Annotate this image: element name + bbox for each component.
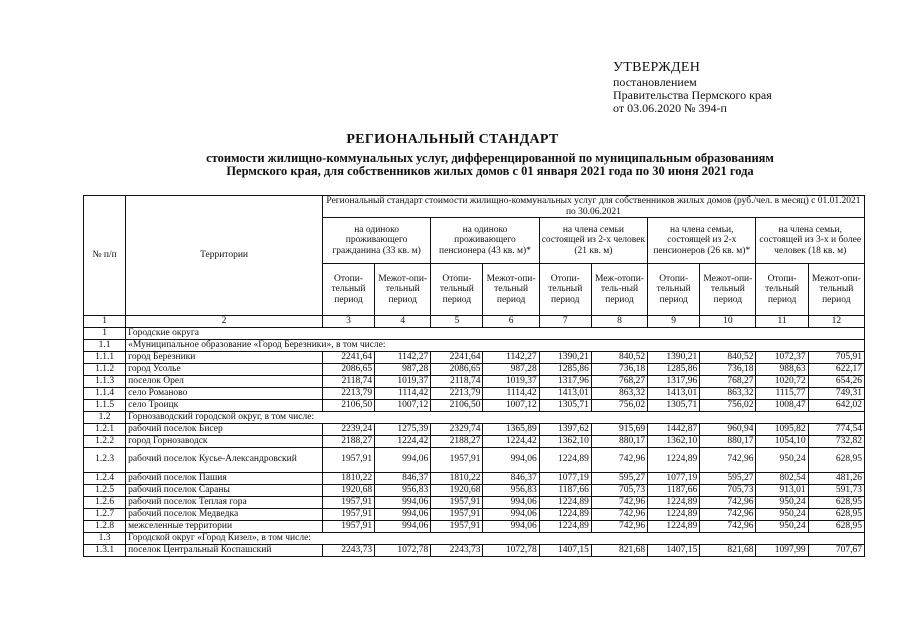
table-row: [84, 423, 865, 435]
document-subtitle: [80, 152, 900, 178]
cell-value: 1224,89: [648, 508, 700, 520]
column-index: 4: [375, 316, 431, 328]
cell-value: 628,95: [808, 508, 864, 520]
territory-name: поселок Центральный Коспашский: [126, 544, 323, 556]
cell-value: 1224,89: [648, 520, 700, 532]
cell-value: 1957,91: [431, 520, 483, 532]
table-row: [84, 435, 865, 447]
cell-value: 1957,91: [322, 447, 374, 472]
cell-value: 1957,91: [431, 447, 483, 472]
header-period: Отопи-тельный период: [539, 264, 591, 316]
cell-value: 994,06: [483, 447, 539, 472]
cell-value: 736,18: [700, 363, 756, 375]
cell-value: 2213,79: [322, 387, 374, 399]
cell-value: 950,24: [756, 508, 808, 520]
cell-value: 2243,73: [322, 544, 374, 556]
cell-value: 742,96: [591, 520, 647, 532]
territory-name: рабочий поселок Теплая гора: [126, 496, 323, 508]
cell-value: 1407,15: [648, 544, 700, 556]
subtitle-line: стоимости жилищно-коммунальных услуг, дифференцированной по муниципальным образованиям: [206, 151, 774, 165]
table-row: [84, 484, 865, 496]
cell-value: 1362,10: [539, 435, 591, 447]
cell-value: 1019,37: [483, 375, 539, 387]
table-row: [84, 351, 865, 363]
cell-value: 988,63: [756, 363, 808, 375]
cell-value: 913,01: [756, 484, 808, 496]
cell-value: 1810,22: [322, 472, 374, 484]
cell-value: 821,68: [591, 544, 647, 556]
cell-value: 595,27: [700, 472, 756, 484]
header-period: Межот-опи-тельный период: [808, 264, 864, 316]
row-number: 1.2.2: [84, 435, 126, 447]
cell-value: 994,06: [375, 520, 431, 532]
column-index: 7: [539, 316, 591, 328]
cell-value: 2239,24: [322, 423, 374, 435]
cell-value: 2086,65: [431, 363, 483, 375]
territory-name: рабочий поселок Сараны: [126, 484, 323, 496]
cell-value: 1317,96: [539, 375, 591, 387]
cell-value: 1407,15: [539, 544, 591, 556]
cell-value: 642,02: [808, 399, 864, 411]
group-name: Горнозаводский городской округ, в том числе:: [126, 411, 865, 423]
table-row: [84, 375, 865, 387]
cell-value: 1957,91: [322, 520, 374, 532]
territory-name: рабочий поселок Пашия: [126, 472, 323, 484]
cell-value: 742,96: [700, 508, 756, 520]
cell-value: 628,95: [808, 520, 864, 532]
table-row: [84, 472, 865, 484]
cell-value: 1365,89: [483, 423, 539, 435]
row-number: 1.2.4: [84, 472, 126, 484]
cell-value: 742,96: [591, 447, 647, 472]
column-index: 2: [126, 316, 323, 328]
cell-value: 846,37: [483, 472, 539, 484]
cell-value: 2243,73: [431, 544, 483, 556]
group-name: Городской округ «Город Кизел», в том числе:: [126, 532, 865, 544]
cell-value: 1142,27: [375, 351, 431, 363]
cell-value: 1285,86: [648, 363, 700, 375]
cell-value: 1224,89: [648, 447, 700, 472]
cell-value: 846,37: [375, 472, 431, 484]
territory-name: рабочий поселок Кусье-Александровский: [126, 447, 323, 472]
territory-name: село Троицк: [126, 399, 323, 411]
table-row: [84, 387, 865, 399]
row-number: 1.3: [84, 532, 126, 544]
cell-value: 591,73: [808, 484, 864, 496]
cell-value: 1957,91: [322, 496, 374, 508]
territory-name: село Романово: [126, 387, 323, 399]
table-row: [84, 399, 865, 411]
cell-value: 915,69: [591, 423, 647, 435]
cell-value: 2241,64: [431, 351, 483, 363]
cell-value: 768,27: [591, 375, 647, 387]
row-number: 1: [84, 327, 126, 339]
table-row: [84, 447, 865, 472]
cell-value: 1305,71: [648, 399, 700, 411]
territory-name: поселок Орел: [126, 375, 323, 387]
cell-value: 2188,27: [431, 435, 483, 447]
header-period: Отопи-тельный период: [431, 264, 483, 316]
header-period: Отопи-тельный период: [648, 264, 700, 316]
cell-value: 880,17: [700, 435, 756, 447]
cell-value: 1224,89: [648, 496, 700, 508]
row-number: 1.2.3: [84, 447, 126, 472]
row-number: 1.2.5: [84, 484, 126, 496]
approval-line: Правительства Пермского края: [613, 88, 772, 102]
approval-date: от 03.06.2020 № 394-п: [613, 101, 727, 115]
row-number: 1.1: [84, 339, 126, 351]
standards-table: [83, 195, 865, 557]
territory-name: рабочий поселок Медведка: [126, 508, 323, 520]
cell-value: 1390,21: [648, 351, 700, 363]
cell-value: 654,26: [808, 375, 864, 387]
cell-value: 1810,22: [431, 472, 483, 484]
row-number: 1.2.1: [84, 423, 126, 435]
cell-value: 1077,19: [539, 472, 591, 484]
cell-value: 1224,42: [375, 435, 431, 447]
cell-value: 994,06: [483, 520, 539, 532]
cell-value: 1920,68: [322, 484, 374, 496]
cell-value: 1020,72: [756, 375, 808, 387]
cell-value: 1077,19: [648, 472, 700, 484]
group-name: «Муниципальное образование «Город Березники», в том числе:: [126, 339, 865, 351]
cell-value: 742,96: [700, 496, 756, 508]
cell-value: 742,96: [591, 508, 647, 520]
cell-value: 756,02: [700, 399, 756, 411]
cell-value: 2106,50: [431, 399, 483, 411]
cell-value: 950,24: [756, 496, 808, 508]
cell-value: 742,96: [700, 447, 756, 472]
cell-value: 1413,01: [539, 387, 591, 399]
cell-value: 1305,71: [539, 399, 591, 411]
column-index: 11: [756, 316, 808, 328]
header-period: Меж-отопи-тель-ный период: [591, 264, 647, 316]
table-row: [84, 544, 865, 556]
cell-value: 1362,10: [648, 435, 700, 447]
table-group-row: [84, 327, 865, 339]
cell-value: 2086,65: [322, 363, 374, 375]
cell-value: 707,67: [808, 544, 864, 556]
column-index: 6: [483, 316, 539, 328]
header-territory: Территории: [126, 196, 323, 316]
cell-value: 994,06: [483, 496, 539, 508]
cell-value: 1397,62: [539, 423, 591, 435]
cell-value: 2106,50: [322, 399, 374, 411]
cell-value: 628,95: [808, 447, 864, 472]
cell-value: 1224,89: [539, 447, 591, 472]
cell-value: 1187,66: [539, 484, 591, 496]
cell-value: 1095,82: [756, 423, 808, 435]
table-group-row: [84, 532, 865, 544]
cell-value: 732,82: [808, 435, 864, 447]
cell-value: 2118,74: [322, 375, 374, 387]
cell-value: 1072,37: [756, 351, 808, 363]
header-period: Межот-опи-тельный период: [375, 264, 431, 316]
cell-value: 1920,68: [431, 484, 483, 496]
group-name: Городские округа: [126, 327, 865, 339]
column-index: 9: [648, 316, 700, 328]
header-period: Отопи-тельный период: [756, 264, 808, 316]
cell-value: 1007,12: [375, 399, 431, 411]
cell-value: 821,68: [700, 544, 756, 556]
cell-value: 705,91: [808, 351, 864, 363]
header-category: на одиноко проживающего гражданина (33 кв. м): [322, 218, 430, 264]
cell-value: 2213,79: [431, 387, 483, 399]
cell-value: 1957,91: [431, 496, 483, 508]
header-group: Региональный стандарт стоимости жилищно-коммунальных услуг для собственников жилых домов (руб./чел. в месяц) с 01.01.2021 по 30.06.2021: [322, 196, 864, 218]
cell-value: 1275,39: [375, 423, 431, 435]
cell-value: 1187,66: [648, 484, 700, 496]
territory-name: рабочий поселок Бисер: [126, 423, 323, 435]
table-row: [84, 520, 865, 532]
cell-value: 1072,78: [483, 544, 539, 556]
cell-value: 1019,37: [375, 375, 431, 387]
cell-value: 987,28: [483, 363, 539, 375]
approval-stamp: [613, 60, 843, 115]
approval-heading: УТВЕРЖДЕН: [613, 60, 701, 75]
cell-value: 736,18: [591, 363, 647, 375]
cell-value: 956,83: [483, 484, 539, 496]
cell-value: 2118,74: [431, 375, 483, 387]
cell-value: 1114,42: [375, 387, 431, 399]
cell-value: 1957,91: [322, 508, 374, 520]
cell-value: 622,17: [808, 363, 864, 375]
cell-value: 960,94: [700, 423, 756, 435]
cell-value: 705,73: [591, 484, 647, 496]
cell-value: 749,31: [808, 387, 864, 399]
territory-name: город Горнозаводск: [126, 435, 323, 447]
table-group-row: [84, 339, 865, 351]
cell-value: 950,24: [756, 447, 808, 472]
row-number: 1.2.7: [84, 508, 126, 520]
cell-value: 802,54: [756, 472, 808, 484]
row-number: 1.2: [84, 411, 126, 423]
cell-value: 756,02: [591, 399, 647, 411]
cell-value: 1097,99: [756, 544, 808, 556]
cell-value: 1224,89: [539, 520, 591, 532]
cell-value: 863,32: [700, 387, 756, 399]
row-number: 1.1.3: [84, 375, 126, 387]
cell-value: 994,06: [375, 508, 431, 520]
cell-value: 1142,27: [483, 351, 539, 363]
cell-value: 705,73: [700, 484, 756, 496]
cell-value: 987,28: [375, 363, 431, 375]
cell-value: 2329,74: [431, 423, 483, 435]
row-number: 1.1.1: [84, 351, 126, 363]
column-index: 8: [591, 316, 647, 328]
column-index: 5: [431, 316, 483, 328]
table-row: [84, 508, 865, 520]
header-category: на одиноко проживающего пенсионера (43 кв. м)*: [431, 218, 539, 264]
cell-value: 863,32: [591, 387, 647, 399]
row-number: 1.2.6: [84, 496, 126, 508]
cell-value: 994,06: [375, 496, 431, 508]
header-category: на члена семьи, состоящей из 2-х пенсионеров (26 кв. м)*: [648, 218, 756, 264]
header-number: № п/п: [84, 196, 126, 316]
table-group-row: [84, 411, 865, 423]
header-period: Отопи-тельный период: [322, 264, 374, 316]
territory-name: межселенные территории: [126, 520, 323, 532]
cell-value: 1285,86: [539, 363, 591, 375]
cell-value: 2188,27: [322, 435, 374, 447]
cell-value: 880,17: [591, 435, 647, 447]
document-title: РЕГИОНАЛЬНЫЙ СТАНДАРТ: [346, 132, 559, 147]
table-row: [84, 496, 865, 508]
column-index: 10: [700, 316, 756, 328]
cell-value: 1007,12: [483, 399, 539, 411]
cell-value: 742,96: [591, 496, 647, 508]
cell-value: 595,27: [591, 472, 647, 484]
row-number: 1.3.1: [84, 544, 126, 556]
cell-value: 1114,42: [483, 387, 539, 399]
cell-value: 1072,78: [375, 544, 431, 556]
cell-value: 774,54: [808, 423, 864, 435]
column-index: 3: [322, 316, 374, 328]
cell-value: 628,95: [808, 496, 864, 508]
cell-value: 2241,64: [322, 351, 374, 363]
territory-name: город Березники: [126, 351, 323, 363]
cell-value: 994,06: [483, 508, 539, 520]
table-row: [84, 363, 865, 375]
cell-value: 1224,89: [539, 496, 591, 508]
cell-value: 994,06: [375, 447, 431, 472]
cell-value: 481,26: [808, 472, 864, 484]
column-index: 1: [84, 316, 126, 328]
territory-name: город Усолье: [126, 363, 323, 375]
cell-value: 950,24: [756, 520, 808, 532]
cell-value: 742,96: [700, 520, 756, 532]
header-period: Межот-опи-тельный период: [700, 264, 756, 316]
cell-value: 1054,10: [756, 435, 808, 447]
row-number: 1.1.2: [84, 363, 126, 375]
row-number: 1.1.4: [84, 387, 126, 399]
cell-value: 956,83: [375, 484, 431, 496]
cell-value: 1115,77: [756, 387, 808, 399]
cell-value: 1317,96: [648, 375, 700, 387]
header-category: на члена семьи, состоящей из 3-х и более человек (18 кв. м): [756, 218, 865, 264]
approval-line: постановлением: [613, 75, 697, 89]
cell-value: 1390,21: [539, 351, 591, 363]
cell-value: 1413,01: [648, 387, 700, 399]
cell-value: 1224,42: [483, 435, 539, 447]
header-category: на члена семьи состоящей из 2-х человек (21 кв. м): [539, 218, 647, 264]
subtitle-line: Пермского края, для собственников жилых домов с 01 января 2021 года по 30 июня 2021 года: [226, 164, 754, 178]
row-number: 1.2.8: [84, 520, 126, 532]
header-period: Межот-опи-тельный период: [483, 264, 539, 316]
cell-value: 768,27: [700, 375, 756, 387]
cell-value: 1442,87: [648, 423, 700, 435]
cell-value: 840,52: [700, 351, 756, 363]
row-number: 1.1.5: [84, 399, 126, 411]
cell-value: 1008,47: [756, 399, 808, 411]
column-index: 12: [808, 316, 864, 328]
cell-value: 1957,91: [431, 508, 483, 520]
cell-value: 840,52: [591, 351, 647, 363]
cell-value: 1224,89: [539, 508, 591, 520]
